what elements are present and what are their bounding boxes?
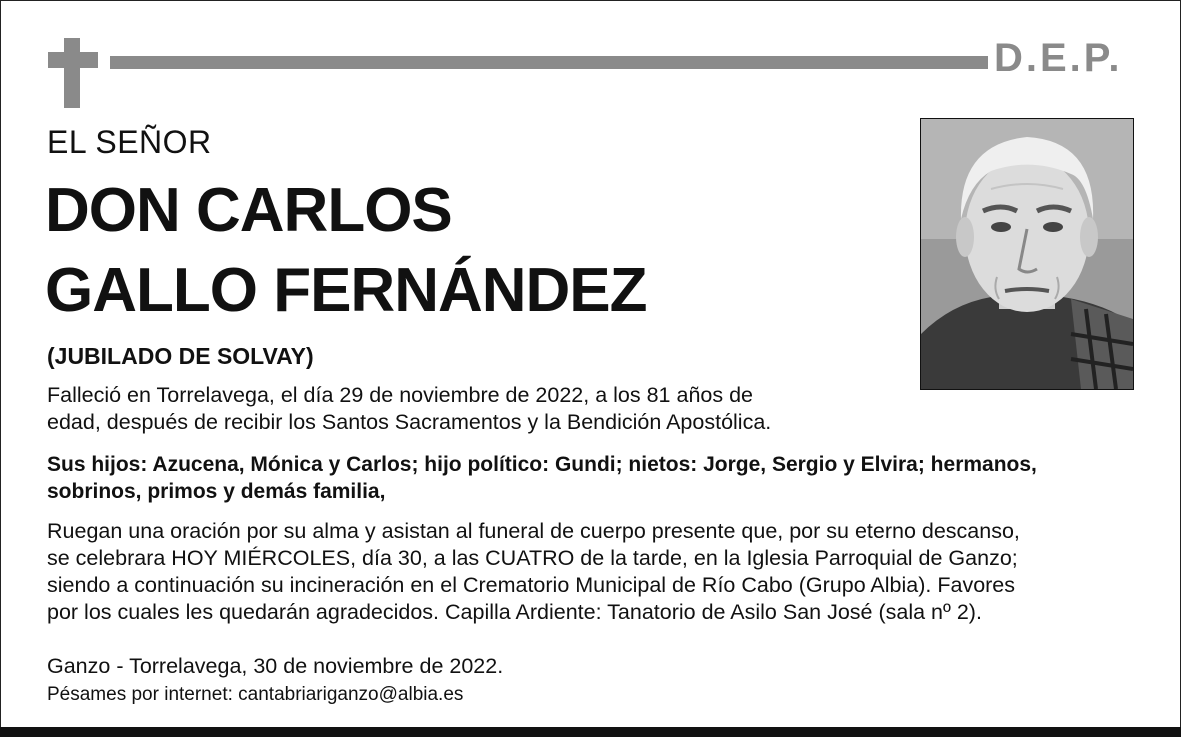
place-date: Ganzo - Torrelavega, 30 de noviembre de 2022. bbox=[47, 654, 504, 678]
funeral-request-line: siendo a continuación su incineración en el Crematorio Municipal de Río Cabo (Grupo Albia). Favores bbox=[47, 573, 1016, 597]
funeral-request-line: se celebrara HOY MIÉRCOLES, día 30, a las CUATRO de la tarde, en la Iglesia Parroquial de Ganzo; bbox=[47, 546, 1018, 570]
family-line: Sus hijos: Azucena, Mónica y Carlos; hijo político: Gundi; nietos: Jorge, Sergio y Elvira; hermanos, bbox=[47, 453, 1037, 476]
funeral-request-line: por los cuales les quedarán agradecidos. Capilla Ardiente: Tanatorio de Asilo San José (sala nº 2). bbox=[47, 600, 982, 624]
funeral-request-line: Ruegan una oración por su alma y asistan al funeral de cuerpo presente que, por su eterno descanso, bbox=[47, 519, 1020, 543]
condolences-contact: Pésames por internet: cantabriariganzo@albia.es bbox=[47, 684, 464, 705]
family-paragraph bbox=[47, 451, 1127, 505]
deceased-subtitle: (JUBILADO DE SOLVAY) bbox=[47, 343, 314, 369]
cross-icon bbox=[64, 38, 80, 108]
funeral-request-paragraph bbox=[47, 518, 1147, 626]
header-rule bbox=[110, 56, 988, 69]
portrait-photo bbox=[920, 118, 1134, 390]
family-line: sobrinos, primos y demás familia, bbox=[47, 480, 386, 503]
deceased-name-line1: DON CARLOS bbox=[45, 176, 452, 245]
cross-icon-bar bbox=[48, 52, 98, 68]
death-notice-paragraph bbox=[47, 382, 847, 436]
death-notice-line: edad, después de recibir los Santos Sacramentos y la Bendición Apostólica. bbox=[47, 410, 772, 434]
bottom-border bbox=[0, 727, 1181, 737]
title-prefix: EL SEÑOR bbox=[47, 124, 212, 160]
deceased-name-line2: GALLO FERNÁNDEZ bbox=[45, 256, 647, 325]
portrait-image bbox=[921, 119, 1133, 389]
dep-label: D.E.P. bbox=[994, 36, 1123, 80]
death-notice-line: Falleció en Torrelavega, el día 29 de noviembre de 2022, a los 81 años de bbox=[47, 383, 753, 407]
